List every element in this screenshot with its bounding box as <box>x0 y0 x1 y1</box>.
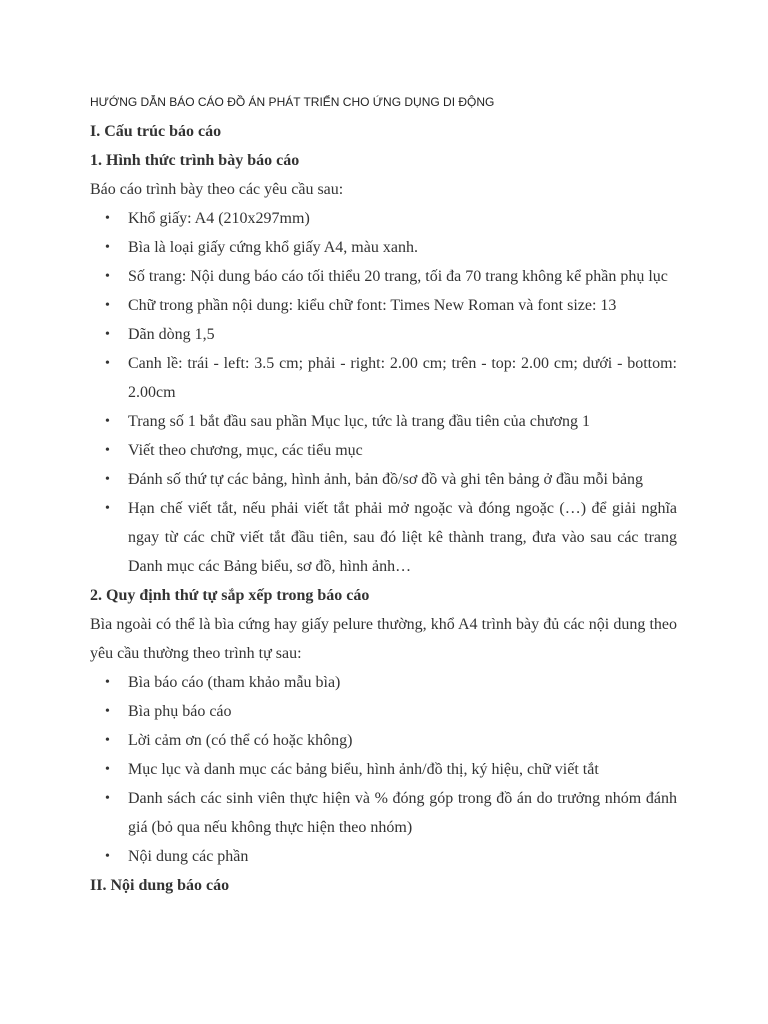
list-item: • Lời cảm ơn (có thể có hoặc không) <box>90 726 677 755</box>
list-item: • Số trang: Nội dung báo cáo tối thiểu 20 trang, tối đa 70 trang không kể phần phụ lục <box>90 262 677 291</box>
order-intro-paragraph: Bìa ngoài có thể là bìa cứng hay giấy pelure thường, khổ A4 trình bày đủ các nội dung theo yêu cầu thường theo trình tự sau: <box>90 616 677 662</box>
list-item: • Trang số 1 bắt đầu sau phần Mục lục, tức là trang đầu tiên của chương 1 <box>90 407 677 436</box>
list-item: • Mục lục và danh mục các bảng biểu, hình ảnh/đồ thị, ký hiệu, chữ viết tắt <box>90 755 677 784</box>
section-heading-structure: I. Cấu trúc báo cáo <box>90 123 222 140</box>
subsection-heading-order: 2. Quy định thứ tự sắp xếp trong báo cáo <box>90 587 370 604</box>
list-item: • Đánh số thứ tự các bảng, hình ảnh, bản đồ/sơ đồ và ghi tên bảng ở đầu mỗi bảng <box>90 465 677 494</box>
list-item: • Dãn dòng 1,5 <box>90 320 677 349</box>
order-list <box>90 668 677 871</box>
list-item: • Nội dung các phần <box>90 842 677 871</box>
list-item: • Khổ giấy: A4 (210x297mm) <box>90 204 677 233</box>
list-item: • Danh sách các sinh viên thực hiện và % đóng góp trong đồ án do trưởng nhóm đánh giá (bỏ qua nếu không thực hiện theo nhóm) <box>90 784 677 842</box>
format-intro-paragraph: Báo cáo trình bày theo các yêu cầu sau: <box>90 181 344 198</box>
document-title: HƯỚNG DẪN BÁO CÁO ĐỒ ÁN PHÁT TRIỂN CHO ỨNG DỤNG DI ĐỘNG <box>90 95 495 109</box>
list-item: • Chữ trong phần nội dung: kiểu chữ font: Times New Roman và font size: 13 <box>90 291 677 320</box>
list-item: • Bìa phụ báo cáo <box>90 697 677 726</box>
list-item: • Bìa là loại giấy cứng khổ giấy A4, màu xanh. <box>90 233 677 262</box>
format-requirements-list <box>90 204 677 581</box>
subsection-heading-format: 1. Hình thức trình bày báo cáo <box>90 152 300 169</box>
list-item: • Canh lề: trái - left: 3.5 cm; phải - right: 2.00 cm; trên - top: 2.00 cm; dưới - bottom: 2.00cm <box>90 349 677 407</box>
document-page <box>90 92 677 900</box>
list-item: • Bìa báo cáo (tham khảo mẫu bìa) <box>90 668 677 697</box>
list-item: • Hạn chế viết tắt, nếu phải viết tắt phải mở ngoặc và đóng ngoặc (…) để giải nghĩa ngay từ các chữ viết tắt đầu tiên, sau đó liệt kê thành trang, đưa vào sau các trang Danh mục các Bảng biểu, sơ đồ, hình ảnh… <box>90 494 677 581</box>
list-item: • Viết theo chương, mục, các tiểu mục <box>90 436 677 465</box>
section-heading-content: II. Nội dung báo cáo <box>90 877 230 894</box>
